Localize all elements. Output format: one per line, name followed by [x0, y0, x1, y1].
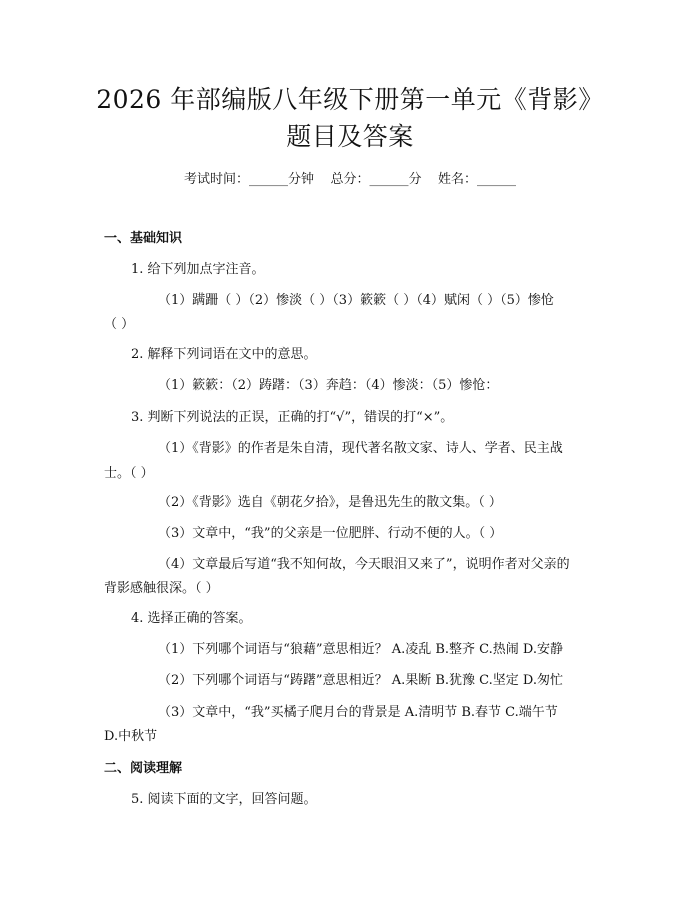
section-heading-basics: 一、基础知识: [104, 231, 183, 246]
question-4-item-3-cont: D.中秋节: [104, 729, 158, 744]
document-title-line1: 2026 年部编版八年级下册第一单元《背影》: [96, 85, 604, 114]
question-2-items: （1）簌簌：（2）踌躇：（3）奔趋：（4）惨淡：（5）惨怆：: [158, 378, 499, 393]
question-4-item-3: （3）文章中，“我”买橘子爬月台的背景是 A.清明节 B.春节 C.端午节: [158, 705, 558, 720]
question-4-item-2: （2）下列哪个词语与“踌躇”意思相近？ A.果断 B.犹豫 C.坚定 D.匆忙: [158, 673, 564, 688]
exam-info-line: 考试时间：______分钟 总分：______分 姓名：______: [183, 172, 517, 187]
question-4-item-1: （1）下列哪个词语与“狼藉”意思相近？ A.凌乱 B.整齐 C.热闹 D.安静: [158, 642, 564, 657]
question-3-item-2: （2）《背影》选自《朝花夕拾》，是鲁迅先生的散文集。（ ）: [158, 495, 502, 510]
question-3-stem: 3. 判断下列说法的正误，正确的打“√”，错误的打“×”。: [131, 410, 454, 425]
question-5-stem: 5. 阅读下面的文字，回答问题。: [131, 792, 317, 807]
question-3-item-3: （3）文章中，“我”的父亲是一位肥胖、行动不便的人。（ ）: [158, 526, 503, 541]
question-1-stem: 1. 给下列加点字注音。: [131, 262, 265, 277]
section-heading-reading: 二、阅读理解: [104, 761, 183, 776]
question-3-item-4-cont: 背影感触很深。（ ）: [104, 581, 219, 596]
question-1-items: （1）蹒跚（ ）（2）惨淡（ ）（3）簌簌（ ）（4）赋闲（ ）（5）惨怆: [158, 293, 554, 308]
question-1-items-cont: （ ）: [104, 317, 135, 332]
question-3-item-1: （1）《背影》的作者是朱自清，现代著名散文家、诗人、学者、民主战: [158, 441, 563, 456]
question-4-stem: 4. 选择正确的答案。: [131, 611, 252, 626]
question-3-item-4: （4）文章最后写道“我不知何故，今天眼泪又来了”，说明作者对父亲的: [158, 557, 570, 572]
question-2-stem: 2. 解释下列词语在文中的意思。: [131, 347, 317, 362]
question-3-item-1-cont: 士。（ ）: [104, 466, 154, 481]
document-title-line2: 题目及答案: [286, 122, 414, 151]
